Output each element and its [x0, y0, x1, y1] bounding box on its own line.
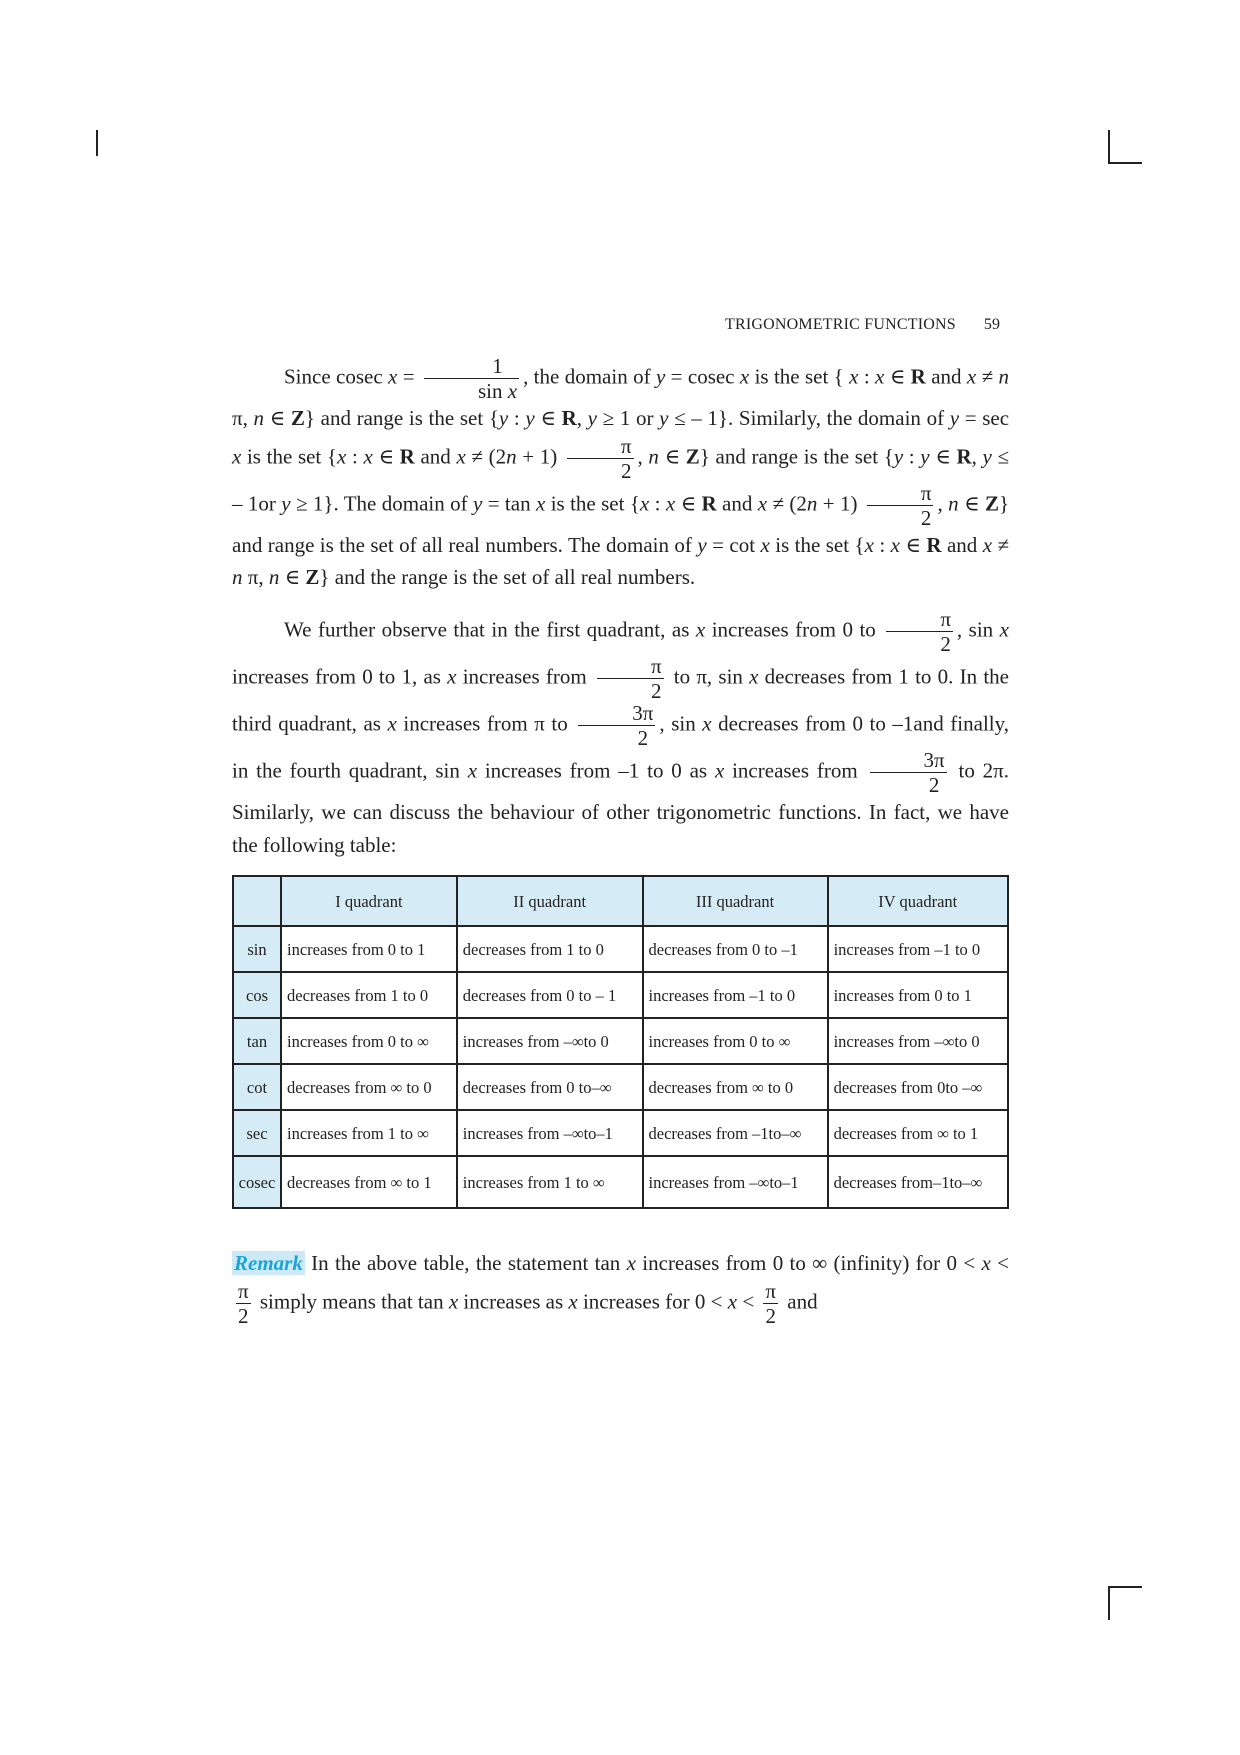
page-number: 59: [983, 316, 1001, 333]
table-cell: increases from –∞to–1: [643, 1156, 828, 1208]
table-row: [233, 926, 1008, 972]
crop-mark-bottom-right-h: [1108, 1586, 1142, 1588]
table-cell: increases from 1 to ∞: [281, 1110, 457, 1156]
table-cell: decreases from ∞ to 0: [281, 1064, 457, 1110]
crop-mark-top-right-h: [1108, 162, 1142, 164]
row-function: cosec: [233, 1156, 281, 1208]
page-body: [232, 355, 1009, 1327]
table-cell: increases from 0 to 1: [281, 926, 457, 972]
table-row: [233, 1018, 1008, 1064]
column-header: II quadrant: [457, 876, 643, 926]
row-function: sec: [233, 1110, 281, 1156]
paragraph-quadrants: We further observe that in the first quadrant, as x increases from 0 to $\frac{\pi}{2}$ , sin x increases from 0 to 1, as x increases from $\frac{\pi}{2}$ to π, sin x decreases from 1 to 0. In the third quadrant, as x increases from π to $\frac{3\pi}{2}$ , sin x decreases from 0 to –1and finally, in the fourth quadrant, sin x increases from –1 to 0 as x increases from $\frac{3\pi}{2}$ to 2π. Similarly, we can discuss the behaviour of other trigonometric functions. In fact, we have the following table:: [232, 606, 1010, 857]
fraction: $\frac{3\pi}{2}$: [578, 702, 655, 749]
fraction: $\frac{1}{\text{sin x}}$: [424, 355, 519, 402]
table-cell: decreases from ∞ to 1: [281, 1156, 457, 1208]
table-cell: decreases from 1 to 0: [457, 926, 643, 972]
fraction: $\frac{\pi}{2}$: [567, 435, 634, 482]
fraction: $\frac{\pi}{2}$: [597, 655, 664, 702]
crop-mark-bottom-right: [1108, 1586, 1110, 1620]
table-cell: decreases from–1to–∞: [828, 1156, 1008, 1208]
table-cell: increases from 0 to ∞: [643, 1018, 828, 1064]
table-header-row: [233, 876, 1008, 926]
table-corner-cell: [233, 876, 281, 926]
crop-mark-top-left: [96, 130, 98, 156]
row-function: sin: [233, 926, 281, 972]
table-row: [233, 1156, 1008, 1208]
table-cell: increases from –1 to 0: [643, 972, 828, 1018]
table-cell: increases from –∞to 0: [828, 1018, 1008, 1064]
table-cell: increases from 1 to ∞: [457, 1156, 643, 1208]
table-cell: decreases from ∞ to 0: [643, 1064, 828, 1110]
fraction: $\frac{\pi}{2}$: [886, 608, 953, 655]
fraction: $\frac{3\pi}{2}$: [870, 749, 947, 796]
fraction: $\frac{\pi}{2}$: [238, 1278, 249, 1328]
column-header: III quadrant: [643, 876, 828, 926]
table-cell: decreases from –1to–∞: [643, 1110, 828, 1156]
quadrant-behaviour-table: [232, 875, 1009, 1209]
table-cell: decreases from 0 to–∞: [457, 1064, 643, 1110]
crop-mark-top-right: [1108, 130, 1110, 163]
table-cell: increases from –∞to–1: [457, 1110, 643, 1156]
running-header: [725, 316, 1000, 334]
column-header: I quadrant: [281, 876, 457, 926]
table-cell: decreases from ∞ to 1: [828, 1110, 1008, 1156]
table-cell: increases from 0 to ∞: [281, 1018, 457, 1064]
row-function: tan: [233, 1018, 281, 1064]
row-function: cot: [233, 1064, 281, 1110]
row-function: cos: [233, 972, 281, 1018]
column-header: IV quadrant: [828, 876, 1008, 926]
table-cell: decreases from 0 to –1: [643, 926, 828, 972]
table-row: [233, 1110, 1008, 1156]
table-cell: increases from –∞to 0: [457, 1018, 643, 1064]
paragraph-domains: Since cosec x = $\frac{1}{\text{sin x}}$ , the domain of y = cosec x is the set { x : x ∈ R and x ≠ n π, n ∈ Z} and range is the set {y : y ∈ R, y ≥ 1 or y ≤ – 1}. Similarly, the domain of y = sec x is the set {x : x ∈ R and x ≠ (2n + 1) $\frac{\pi}{2}$ , n ∈ Z} and range is the set {y : y ∈ R, y ≤ – 1or y ≥ 1}. The domain of y = tan x is the set {x : x ∈ R and x ≠ (2n + 1) $\frac{\pi}{2}$ , n ∈ Z} and range is the set of all real numbers. The domain of y = cot x is the set {x : x ∈ R and x ≠ n π, n ∈ Z} and the range is the set of all real numbers.: [232, 354, 1010, 590]
table-cell: decreases from 0 to – 1: [457, 972, 643, 1018]
fraction: $\frac{\pi}{2}$: [867, 482, 934, 529]
paragraph-remark: Remark In the above table, the statement tan x increases from 0 to ∞ (infinity) for 0 < x < $\frac{\pi}{2}$ simply means that tan x increases as x increases for 0 < x < $\frac{\pi}{2}$ and: [234, 1251, 1010, 1328]
fraction: $\frac{\pi}{2}$: [765, 1278, 777, 1328]
table-cell: increases from –1 to 0: [828, 926, 1008, 972]
table-cell: decreases from 0to –∞: [828, 1064, 1008, 1110]
table-row: [233, 972, 1008, 1018]
header-title: TRIGONOMETRIC FUNCTIONS: [725, 316, 956, 333]
remark-label: Remark: [234, 1251, 303, 1276]
table-row: [233, 1064, 1008, 1110]
table-cell: decreases from 1 to 0: [281, 972, 457, 1018]
table-cell: increases from 0 to 1: [828, 972, 1008, 1018]
